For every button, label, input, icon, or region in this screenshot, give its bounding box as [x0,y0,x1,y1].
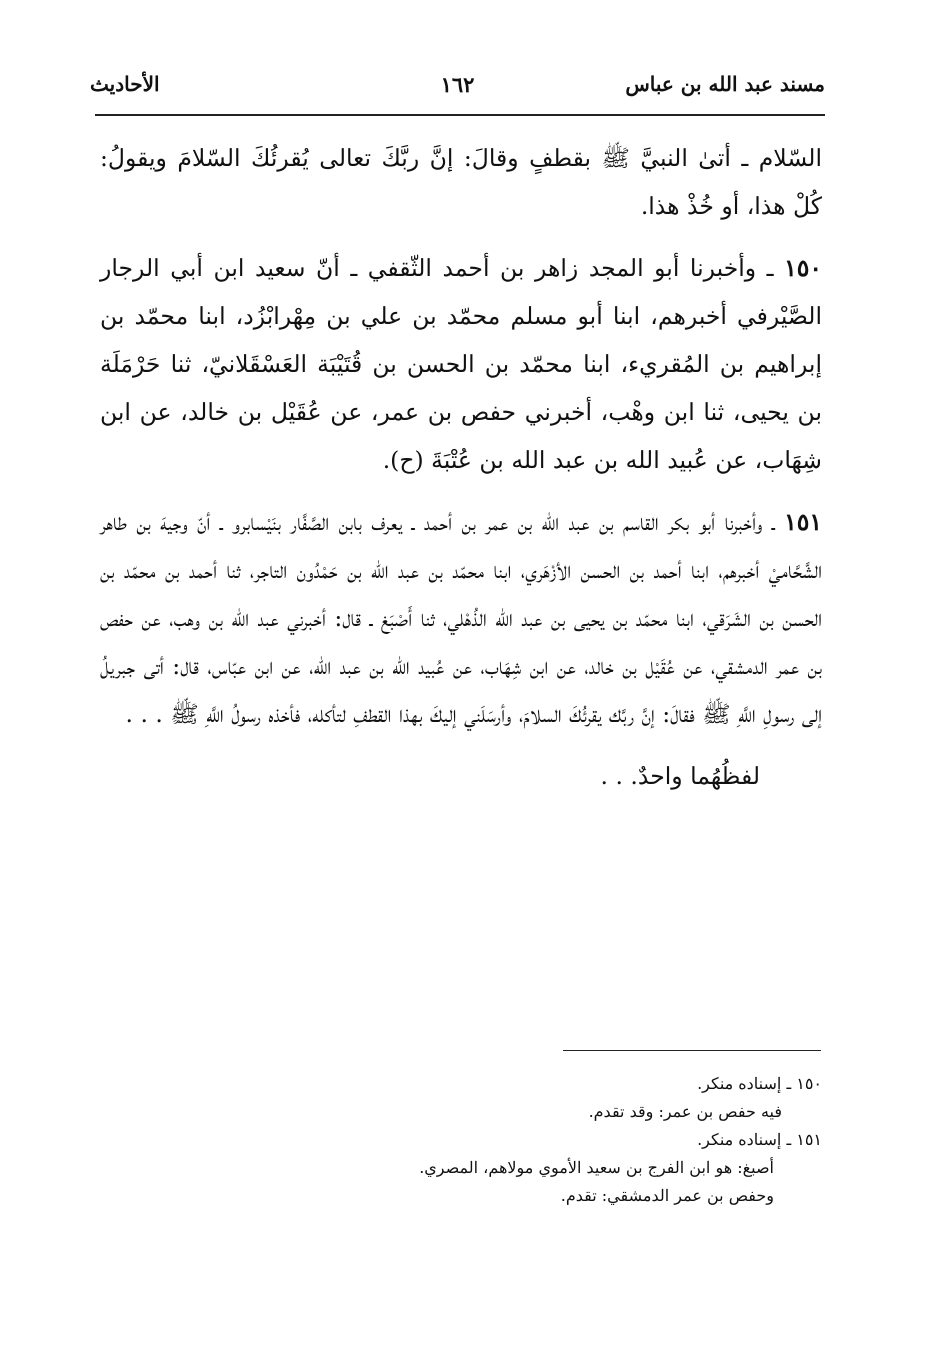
hadith-number: ١٥٠ [784,254,822,282]
footnote-151-note-2: وحفص بن عمر الدمشقي: تقدم. [560,1186,774,1205]
hadith-text: ـ وأخبرنا أبو المجد زاهر بن أحمد الثّقفي ـ أنّ سعيد ابن أبي الرجار الصَّيْرفي أخبرهم، ابنا أبو مسلم محمّد بن علي بن مِهْرابْزُد، ابنا محمّد بن إبراهيم بن المُقريء، ابنا محمّد بن الحسن بن قُتَيْبَة العَسْقَلانيّ، ثنا حَرْمَلَة بن يحيى، ثنا ابن وهْب، أخبرني حفص بن عمر، عن عُقَيْل بن خالد، عن ابن شِهَاب، عن عُبيد الله بن عبد الله بن عُتْبَةَ (ح). [100,254,822,474]
header-divider [95,114,825,116]
footnote-151-note-1: أصبغ: هو ابن الفرج بن سعيد الأموي مولاهم، المصري. [419,1158,774,1177]
closing-line: لفظُهُما واحدٌ. . . [600,762,760,790]
footnote-150-note: فيه حفص بن عمر: وقد تقدم. [588,1102,782,1121]
footnote-150-heading: ١٥٠ ـ إسناده منكر. [697,1074,822,1093]
page-number: ١٦٢ [440,72,475,97]
hadith-text: ـ وأخبرنا أبو بكر القاسم بن عبد الله بن عمر بن أحمد ـ يعرف بابن الصَّفَّار بنَيْسابرو ـ أنّ وجيهَ بن طاهر الشَّحَّاميْ أخبرهم، ابنا أحمد بن الحسن الأزْهَري، ابنا محمّد بن عبد الله بن حَمْدُون التاجر، ثنا أحمد بن محمّد بن الحسن بن الشَرَقي، ابنا محمّد بن يحيى بن عبد الله الذُهْلي، ثنا أَصْبَغ ـ قال: أخبرني عبد الله بن وهب، عن حفص بن عمر الدمشقي، عن عُقَيْل بن خالد، عن ابن شِهَاب، عن عُبيد الله بن عبد الله، عن ابن عبّاس، قال: أتى جبريلُ إلى رسولِ اللَّهِ ﷺ فقالَ: إنَّ ربَّك يقرئُكَ السلامَ، وأرسَلَني إليكَ بهذا القطفِ لتأكله، فأخذه رسولُ اللَّهِ ﷺ . . . [100,508,822,728]
footnote-151-heading: ١٥١ ـ إسناده منكر. [697,1130,822,1149]
book-title: مسند عبد الله بن عباس [625,72,825,96]
hadith-number: ١٥١ [784,508,822,536]
footnote-divider [563,1050,821,1051]
section-title: الأحاديث [90,72,160,96]
running-header [90,72,825,106]
main-text [100,134,822,814]
hadith-151 [100,498,822,738]
hadith-continuation: السّلام ـ أتىٰ النبيَّ ﷺ بقطفٍ وقالَ: إنَّ ربَّكَ تعالى يُقرئُكَ السّلامَ ويقولُ: كُلْ هذا، أو خُذْ هذا. [100,144,822,220]
footnotes [300,1070,822,1210]
hadith-150 [100,244,822,484]
